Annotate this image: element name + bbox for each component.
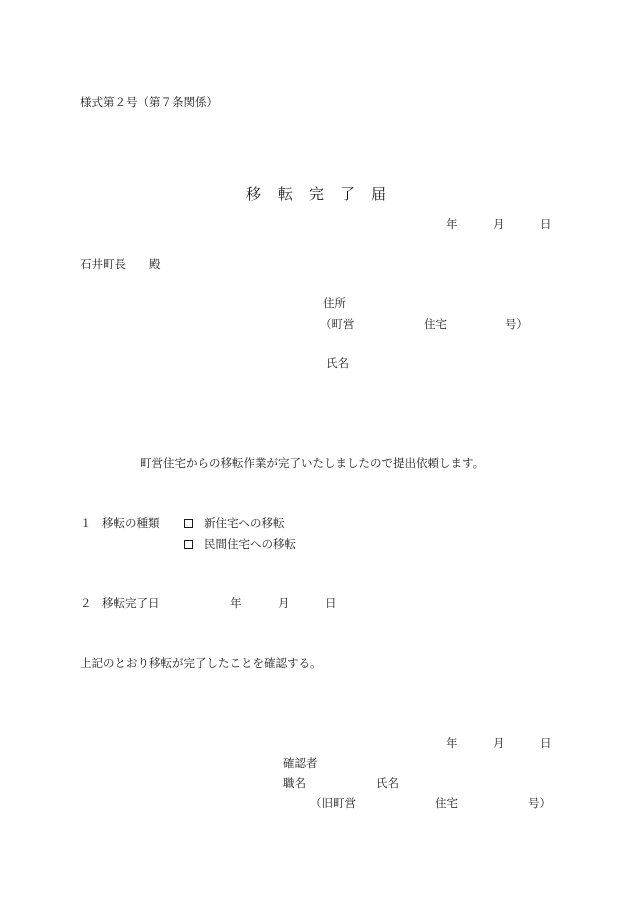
former-housing-open: （旧町営 (310, 796, 356, 810)
confirmer-name-label: 氏名 (376, 776, 399, 790)
option-private-housing (184, 539, 296, 551)
date-year-label: 年 (230, 596, 242, 610)
date-day-label: 日 (540, 217, 552, 231)
date-year-label: 年 (446, 217, 458, 231)
title-char: 了 (340, 185, 356, 203)
date-month-label: 月 (493, 736, 505, 750)
item-number: １ (80, 516, 92, 530)
housing-open: （町営 (320, 317, 355, 331)
housing-close: 号） (505, 317, 528, 331)
applicant-name-label: 氏名 (326, 356, 349, 370)
item-label: 移転の種類 (102, 516, 160, 530)
item-label: 移転完了日 (102, 596, 160, 610)
former-housing-close: 号） (528, 796, 551, 810)
confirmer-label: 確認者 (283, 756, 318, 770)
address-label: 住所 (323, 296, 346, 310)
date-day-label: 日 (325, 596, 337, 610)
addressee-honorific: 殿 (149, 257, 161, 271)
date-day-label: 日 (540, 736, 552, 750)
job-title-label: 職名 (283, 776, 306, 790)
option-label: 民間住宅への移転 (204, 537, 296, 551)
checkbox-icon (184, 519, 193, 528)
form-number: 様式第２号（第７条関係） (80, 95, 218, 109)
body-text: 町営住宅からの移転作業が完了いたしましたので提出依頼します。 (140, 456, 485, 470)
former-housing-mid: 住宅 (435, 796, 458, 810)
title-char: 移 (246, 185, 262, 203)
item-number: ２ (80, 596, 92, 610)
title-char: 届 (371, 185, 387, 203)
date-month-label: 月 (278, 596, 290, 610)
confirm-text: 上記のとおり移転が完了したことを確認する。 (80, 656, 322, 670)
checkbox-icon (184, 540, 193, 549)
housing-mid: 住宅 (424, 317, 447, 331)
option-new-housing (184, 518, 285, 530)
addressee-name: 石井町長 (80, 257, 126, 271)
title-char: 転 (278, 185, 294, 203)
title-char: 完 (309, 185, 325, 203)
date-year-label: 年 (446, 736, 458, 750)
date-month-label: 月 (493, 217, 505, 231)
option-label: 新住宅への移転 (204, 516, 285, 530)
